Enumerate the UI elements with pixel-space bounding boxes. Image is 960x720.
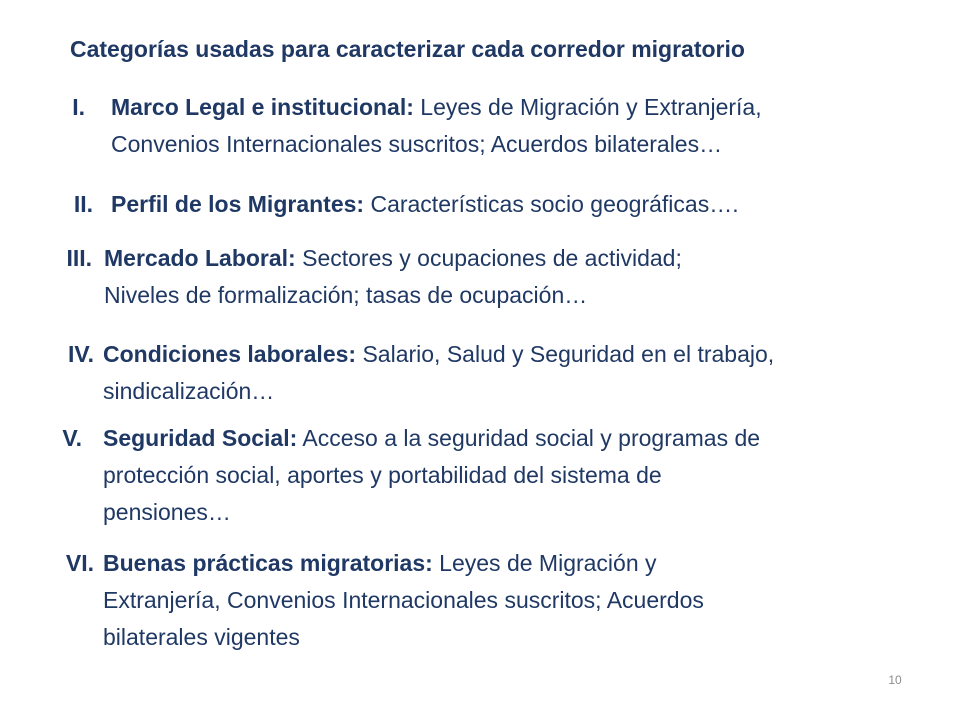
item-numeral: IV. [67, 341, 94, 367]
item-term: Condiciones laborales: [103, 341, 357, 367]
item-line: Convenios Internacionales suscritos; Acuerdos bilaterales… [111, 131, 723, 157]
category-item-6 [50, 545, 940, 660]
item-line: bilaterales vigentes [103, 624, 300, 650]
item-line [104, 240, 682, 277]
item-line: protección social, aportes y portabilidad del sistema de [103, 462, 662, 488]
item-numeral: II. [73, 191, 93, 217]
item-line: Niveles de formalización; tasas de ocupación… [104, 282, 588, 308]
item-line [103, 545, 704, 582]
item-description: Características socio geográficas…. [364, 191, 739, 217]
item-term: Perfil de los Migrantes: [111, 191, 365, 217]
category-item-3 [52, 240, 932, 320]
item-line: Extranjería, Convenios Internacionales suscritos; Acuerdos [103, 587, 704, 613]
item-line: pensiones… [103, 499, 231, 525]
item-numeral: III. [66, 245, 92, 271]
item-description: Acceso a la seguridad social y programas de [297, 425, 761, 451]
category-item-2 [55, 186, 935, 226]
item-term: Seguridad Social: [103, 425, 298, 451]
item-line [111, 89, 762, 126]
page-number: 10 [888, 673, 902, 687]
item-term: Buenas prácticas migratorias: [103, 550, 433, 576]
slide-title: Categorías usadas para caracterizar cada corredor migratorio [70, 36, 745, 62]
item-line [103, 336, 774, 373]
item-description: Salario, Salud y Seguridad en el trabajo, [356, 341, 775, 367]
item-numeral: I. [72, 94, 85, 120]
item-line [103, 420, 760, 457]
category-item-4 [50, 336, 940, 416]
item-numeral: VI. [65, 550, 94, 576]
item-numeral: V. [62, 425, 82, 451]
item-description: Sectores y ocupaciones de actividad; [295, 245, 682, 271]
item-term: Mercado Laboral: [104, 245, 296, 271]
category-item-1 [55, 89, 935, 169]
item-description: Leyes de Migración y Extranjería, [413, 94, 762, 120]
item-line: sindicalización… [103, 378, 275, 404]
item-description: Leyes de Migración y [432, 550, 657, 576]
item-line [111, 186, 739, 223]
category-item-5 [50, 420, 940, 535]
item-term: Marco Legal e institucional: [111, 94, 414, 120]
